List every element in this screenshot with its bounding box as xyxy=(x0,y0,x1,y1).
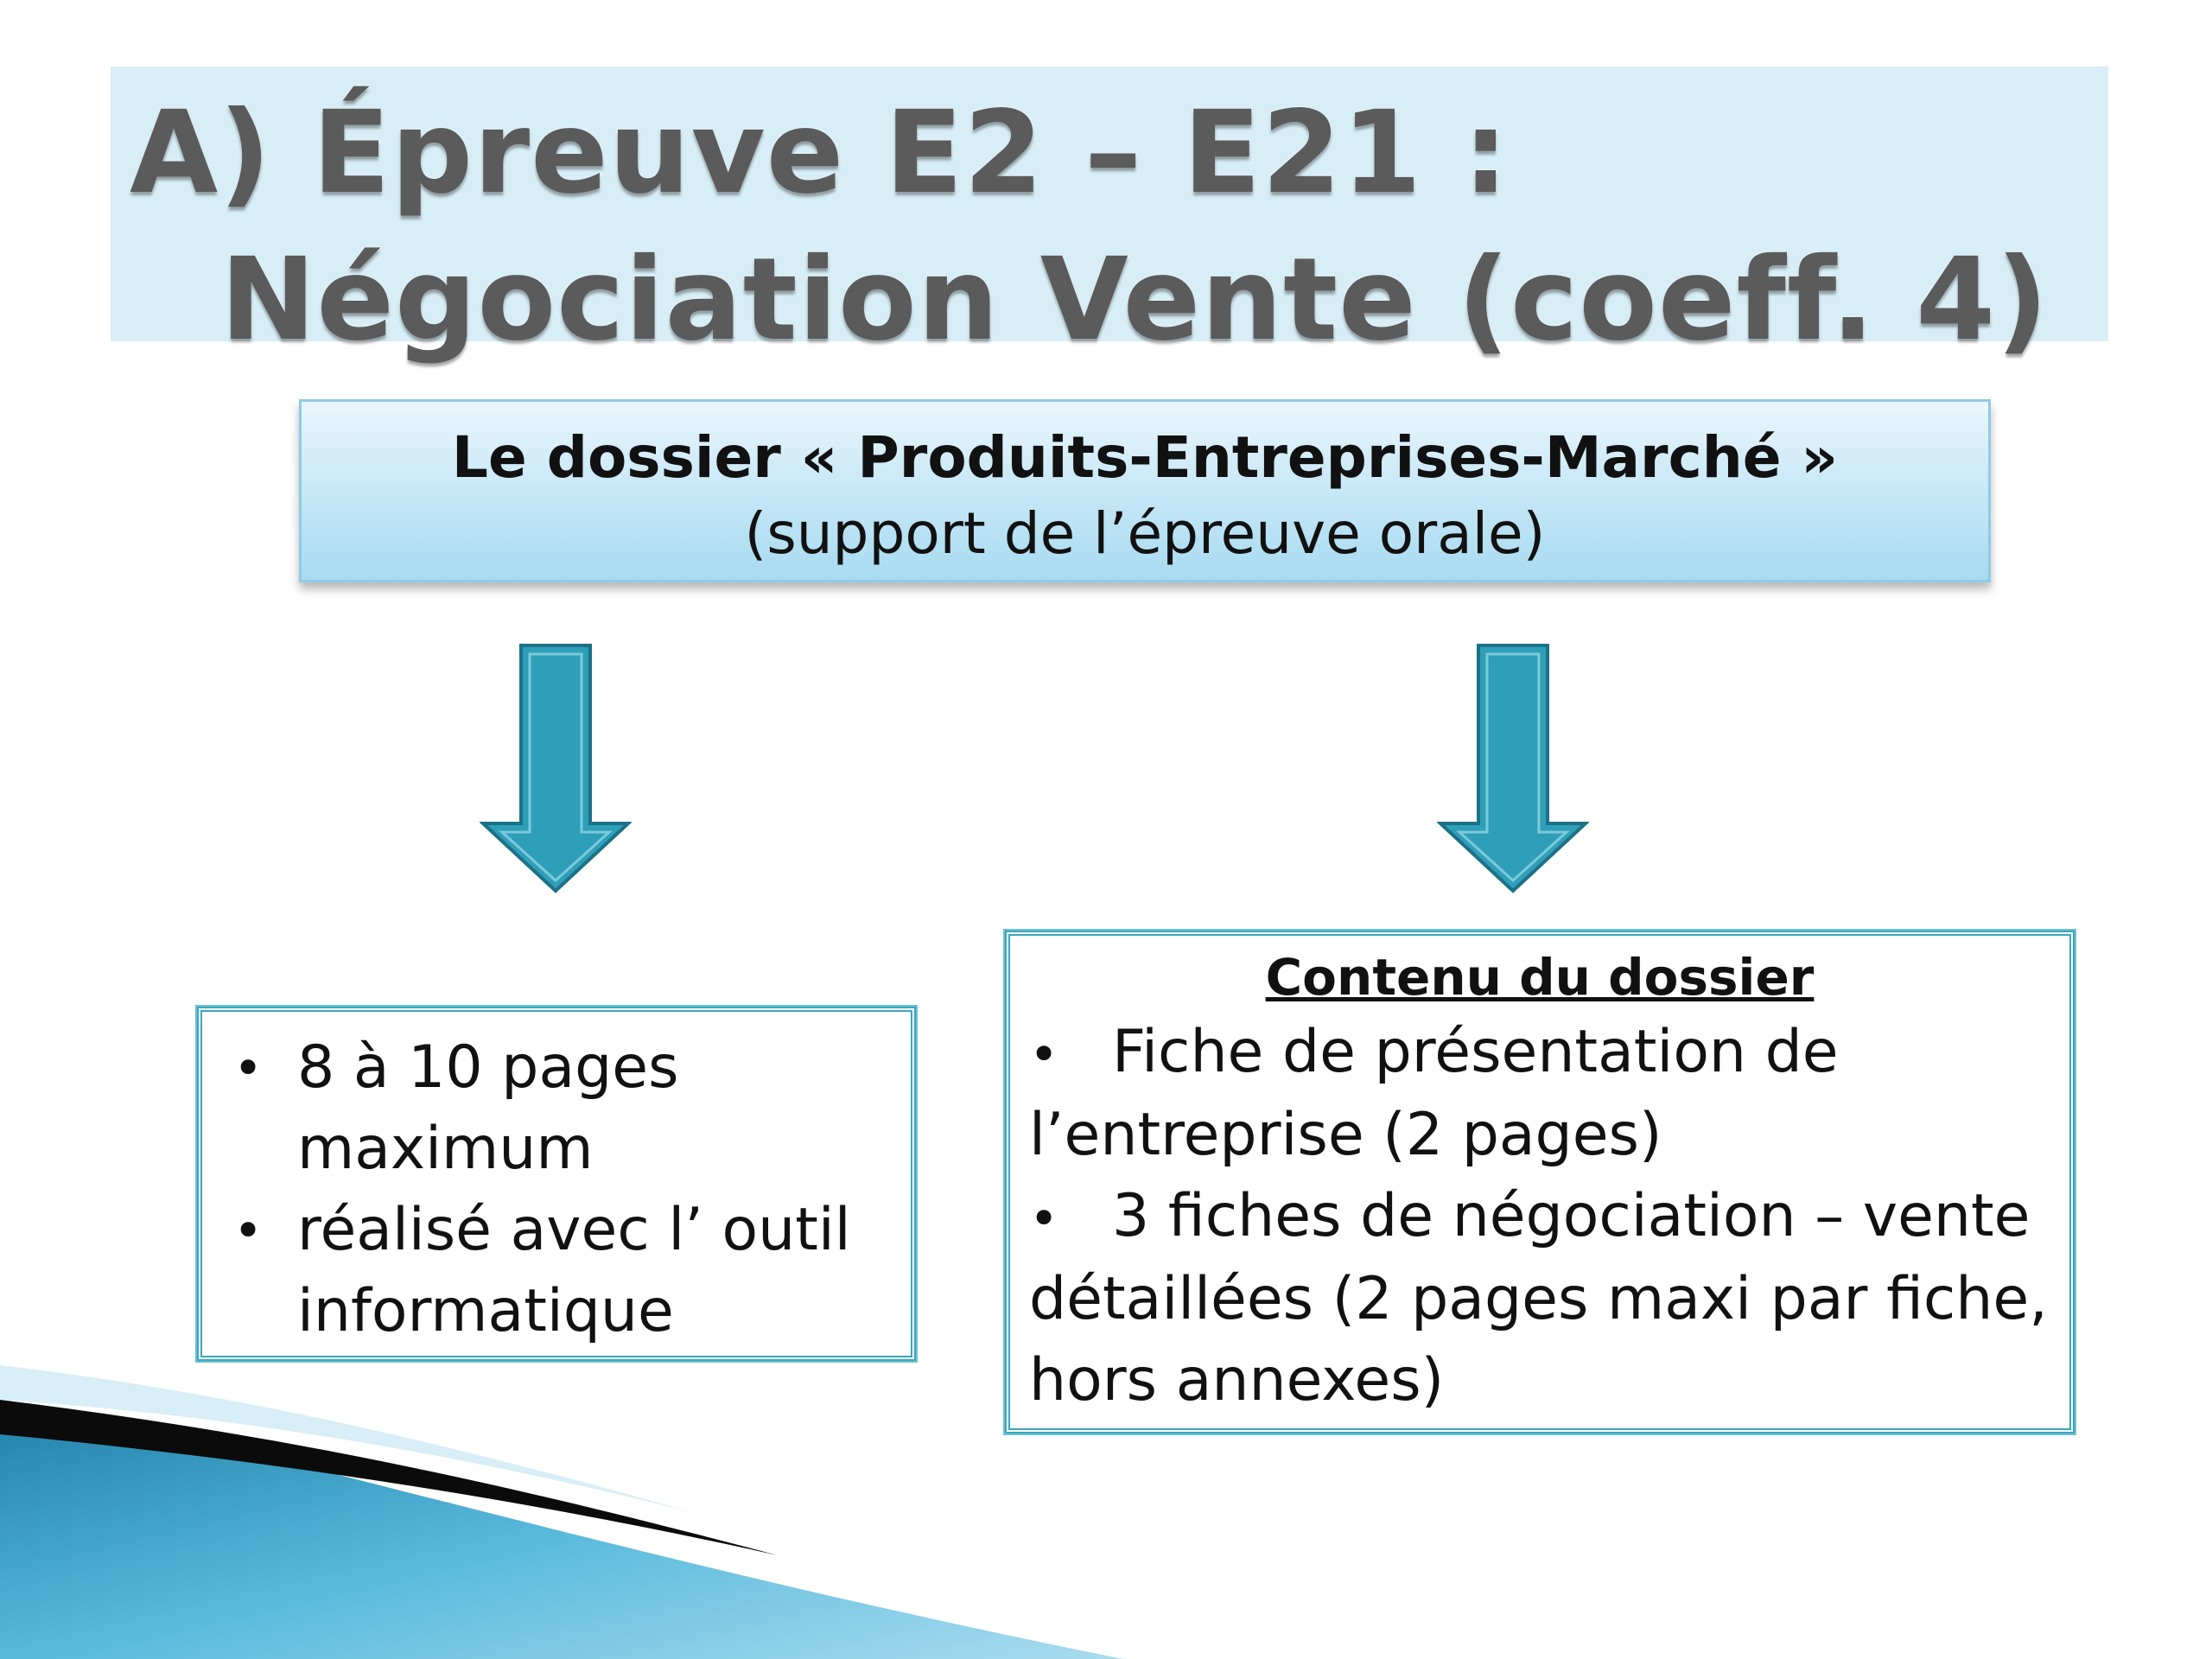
list-item xyxy=(1010,1176,2069,1421)
slide-title-line2: Négociation Vente (coeff. 4) xyxy=(220,233,2050,366)
bullet-icon: • xyxy=(1029,1025,1059,1084)
list-item xyxy=(1010,1012,2069,1176)
decorative-swoosh xyxy=(0,1348,1123,1659)
list-item-text: 8 à 10 pages maximum xyxy=(297,1033,679,1183)
list-item xyxy=(218,1190,902,1352)
down-arrow-right-icon xyxy=(1437,642,1589,894)
contents-box xyxy=(1005,931,2075,1433)
slide-title-line1: A) Épreuve E2 – E21 : xyxy=(130,86,1510,219)
support-box-subtitle: (support de l’épreuve orale) xyxy=(744,500,1546,567)
slide-title xyxy=(130,79,2100,373)
bullet-icon: • xyxy=(233,1039,264,1097)
bullet-icon: • xyxy=(1029,1189,1059,1248)
list-item-text: réalisé avec l’ outil informatique xyxy=(297,1196,851,1345)
list-item xyxy=(218,1027,902,1190)
support-box-title: Le dossier « Produits-Entreprises-Marché » xyxy=(451,424,1839,491)
support-box xyxy=(299,399,1991,582)
list-item-text: Fiche de présentation de l’entreprise (2 pages) xyxy=(1029,1018,1839,1169)
requirements-list xyxy=(218,1027,902,1352)
requirements-box xyxy=(197,1007,916,1361)
down-arrow-left-icon xyxy=(480,642,632,894)
contents-heading: Contenu du dossier xyxy=(1265,948,1815,1007)
bullet-icon: • xyxy=(233,1201,264,1260)
list-item-text: 3 fiches de négociation – vente détaillées (2 pages maxi par fiche, hors annexes) xyxy=(1029,1182,2048,1414)
